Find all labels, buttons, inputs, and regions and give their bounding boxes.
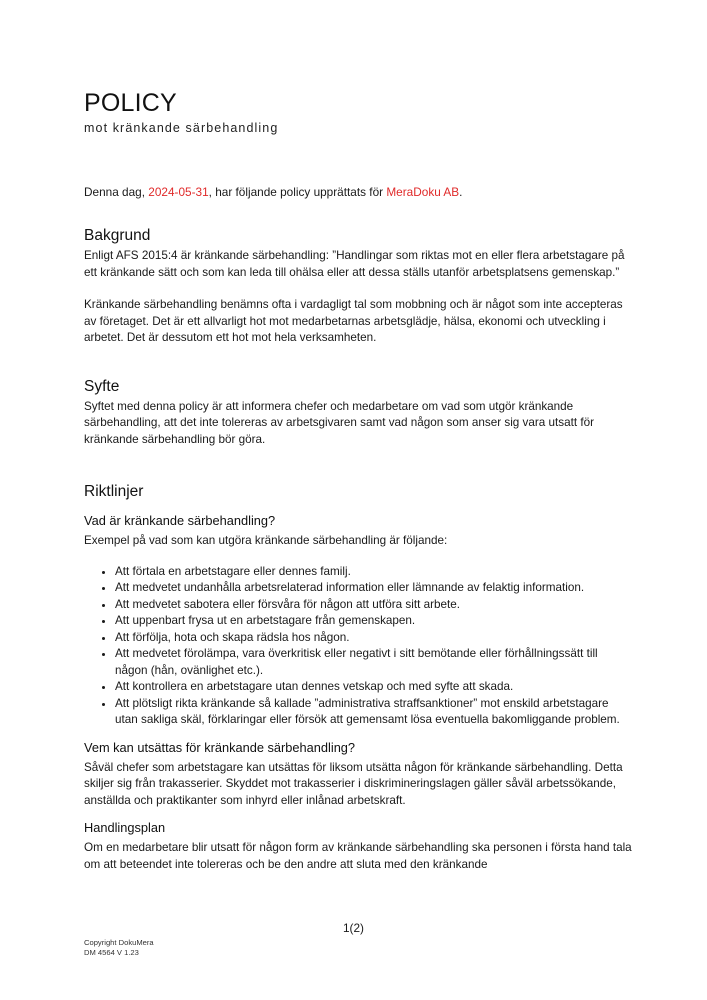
list-item: • Att plötsligt rikta kränkande så kallade ”administrativa straffsanktioner” mot enskild arbetstagare utan sakliga skäl, förklaringar eller försök att gemensamt lösa eventuella bakomliggande problem. <box>115 696 632 729</box>
heading-handlingsplan: Handlingsplan <box>84 820 166 835</box>
heading-vem-kan: Vem kan utsättas för kränkande särbehandling? <box>84 739 356 755</box>
bakgrund-paragraph-1: Enligt AFS 2015:4 är kränkande särbehandling: ”Handlingar som riktas mot en eller flera arbetstagare på ett kränkande sätt och som kan leda till ohälsa eller att dessa ställs utanför arbetsplatsens gemenskap.” <box>84 249 625 279</box>
vad-intro: Exempel på vad som kan utgöra kränkande särbehandling är följande: <box>84 534 448 547</box>
list-item: • Att medvetet undanhålla arbetsrelaterad information eller lämnande av felaktig information. <box>115 580 632 597</box>
heading-riktlinjer: Riktlinjer <box>84 483 144 500</box>
intro-prefix: Denna dag, <box>84 185 149 199</box>
bakgrund-paragraph-2: Kränkande särbehandling benämns ofta i vardagligt tal som mobbning och är något som inte accepteras av företaget. Det är ett allvarligt hot mot medarbetarnas arbetsglädje, hälsa, ekonomi och utveckling i arbetet. Det är dessutom ett hot mot hela verksamheten. <box>84 298 623 344</box>
page-subtitle: mot kränkande särbehandling <box>84 121 279 135</box>
company-name: MeraDoku AB <box>386 185 460 199</box>
list-item: • Att uppenbart frysa ut en arbetstagare från gemenskapen. <box>115 613 632 630</box>
list-item: • Att förtala en arbetstagare eller dennes familj. <box>115 564 632 581</box>
footer <box>84 938 154 958</box>
list-item: • Att medvetet sabotera eller försvåra för någon att utföra sitt arbete. <box>115 597 632 614</box>
syfte-paragraph-1: Syftet med denna policy är att informera chefer och medarbetare om vad som utgör kränkande särbehandling, att det inte tolereras av arbetsgivaren samt vad någon som anser sig vara utsatt för kränkande särbehandling bör göra. <box>84 399 594 446</box>
footer-doc-id: DM 4564 V 1.23 <box>84 948 139 957</box>
vem-paragraph-1: Såväl chefer som arbetstagare kan utsättas för liksom utsätta någon för kränkande särbehandling. Detta skiljer sig från trakasserier. Skyddet mot trakasserier i diskrimineringslagen gäller såväl arbetssökande, anställda och praktikanter som inhyrd eller inlånad arbetskraft. <box>84 760 623 807</box>
heading-syfte: Syfte <box>84 377 120 395</box>
page-number: 1(2) <box>343 921 364 935</box>
intro-statement <box>84 184 632 200</box>
intro-middle: , har följande policy upprättats för <box>208 185 387 199</box>
intro-suffix: . <box>459 185 463 199</box>
handlingsplan-paragraph-1: Om en medarbetare blir utsatt för någon form av kränkande särbehandling ska personen i första hand tala om att beteendet inte tolereras och be den andre att sluta med den kränkande <box>84 841 632 871</box>
document-body <box>84 88 632 873</box>
heading-vad-ar: Vad är kränkande särbehandling? <box>84 513 276 528</box>
policy-date: 2024-05-31 <box>148 185 209 199</box>
heading-bakgrund: Bakgrund <box>84 227 151 244</box>
footer-copyright: Copyright DokuMera <box>84 938 154 947</box>
list-item: • Att kontrollera en arbetstagare utan dennes vetskap och med syfte att skada. <box>115 679 632 696</box>
list-item: • Att förfölja, hota och skapa rädsla hos någon. <box>115 630 632 647</box>
list-item: • Att medvetet förolämpa, vara överkritisk eller negativt i sitt bemötande eller förhållningssätt till någon (hån, ovänlighet etc.). <box>115 646 632 679</box>
example-list <box>84 564 632 729</box>
page-title: POLICY <box>84 89 177 117</box>
